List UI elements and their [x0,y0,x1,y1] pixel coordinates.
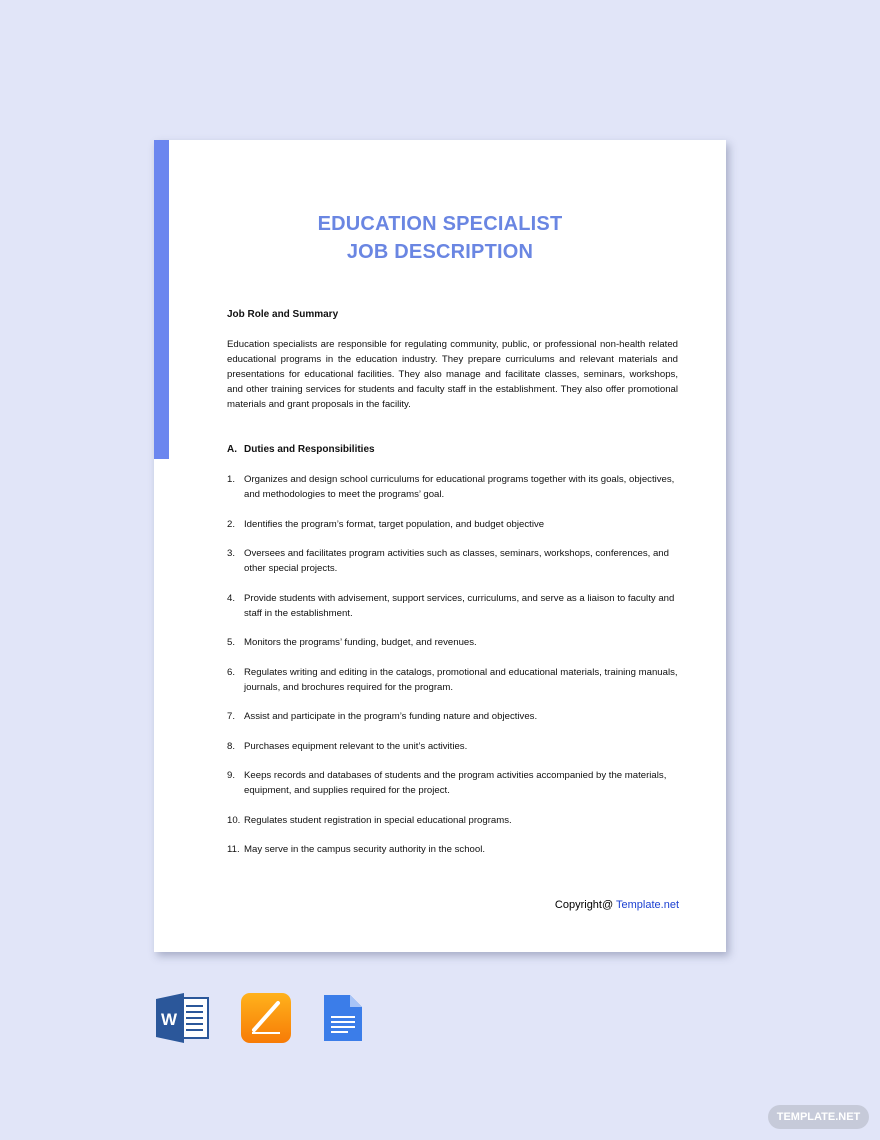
copyright [555,899,679,911]
title-line-2: JOB DESCRIPTION [346,241,534,263]
duty-text: Purchases equipment relevant to the unit’s activities. [244,740,468,752]
duty-number: 5. [227,637,236,648]
pages-icon[interactable] [240,993,292,1043]
duty-item [227,517,678,532]
duty-text: Regulates student registration in special educational programs. [244,814,512,826]
duty-text: Identifies the program’s format, target population, and budget objective [244,518,545,530]
duty-number: 11. [227,844,240,855]
accent-bar [154,140,169,459]
document-title [154,210,726,266]
duty-item [227,709,678,724]
duty-text: Regulates writing and editing in the catalogs, promotional and educational materials, training manuals, journals, and brochures required for the program. [244,666,678,693]
duty-item [227,546,678,576]
duty-item [227,665,678,695]
duty-number: 1. [227,474,236,485]
duty-text: Assist and participate in the program’s funding nature and objectives. [244,711,538,722]
duty-text: Monitors the programs’ funding, budget, and revenues. [244,637,477,648]
duty-text: Provide students with advisement, support services, curriculums, and serve as a liaison to faculty and staff in the establishment. [244,592,675,619]
duty-item [227,842,678,857]
duty-item [227,472,678,502]
duty-item [227,739,678,754]
duty-number: 2. [227,518,236,530]
google-docs-icon[interactable] [322,993,364,1043]
duties-heading-text: Duties and Responsibilities [244,444,375,455]
duty-number: 7. [227,711,236,722]
summary-heading: Job Role and Summary [227,309,339,320]
duty-item [227,591,678,621]
copyright-link[interactable]: Template.net [616,899,679,911]
duty-text: Oversees and facilitates program activities such as classes, seminars, workshops, conferences, and other special projects. [244,548,669,574]
duty-number: 8. [227,740,236,752]
duty-text: Keeps records and databases of students and the program activities accompanied by the materials, equipment, and supplies required for the project. [244,770,667,796]
template-net-badge[interactable]: TEMPLATE.NET [768,1105,869,1129]
format-icons [156,993,364,1043]
document-preview [154,140,726,952]
duty-number: 3. [227,548,236,559]
duties-list [227,472,678,857]
duty-item [227,635,678,650]
duty-item [227,813,678,828]
duty-number: 9. [227,770,236,781]
section-marker: A. [227,444,237,455]
duty-number: 10. [227,814,241,826]
svg-text:W: W [160,1010,178,1029]
summary-text: Education specialists are responsible for regulating community, public, or professional non-health related educational programs in the education industry. They prepare curriculums and relevant materials and presentations for educational facilities. They also manage and facilitate classes, seminars, workshops, and other training services for students and faculty staff in the establishment. They also offer promotional materials and grant proposals in the facility. [227,339,678,410]
duty-item [227,768,678,798]
title-line-1: EDUCATION SPECIALIST [317,213,563,235]
word-icon[interactable] [156,993,210,1043]
duty-number: 4. [227,592,236,604]
copyright-label: Copyright@ [554,899,614,911]
duty-number: 6. [227,666,236,678]
duty-text: May serve in the campus security authority in the school. [244,844,486,855]
duty-text: Organizes and design school curriculums for educational programs together with its goals, objectives, and methodologies to meet the programs’ goal. [244,474,675,500]
duties-heading [227,442,678,457]
